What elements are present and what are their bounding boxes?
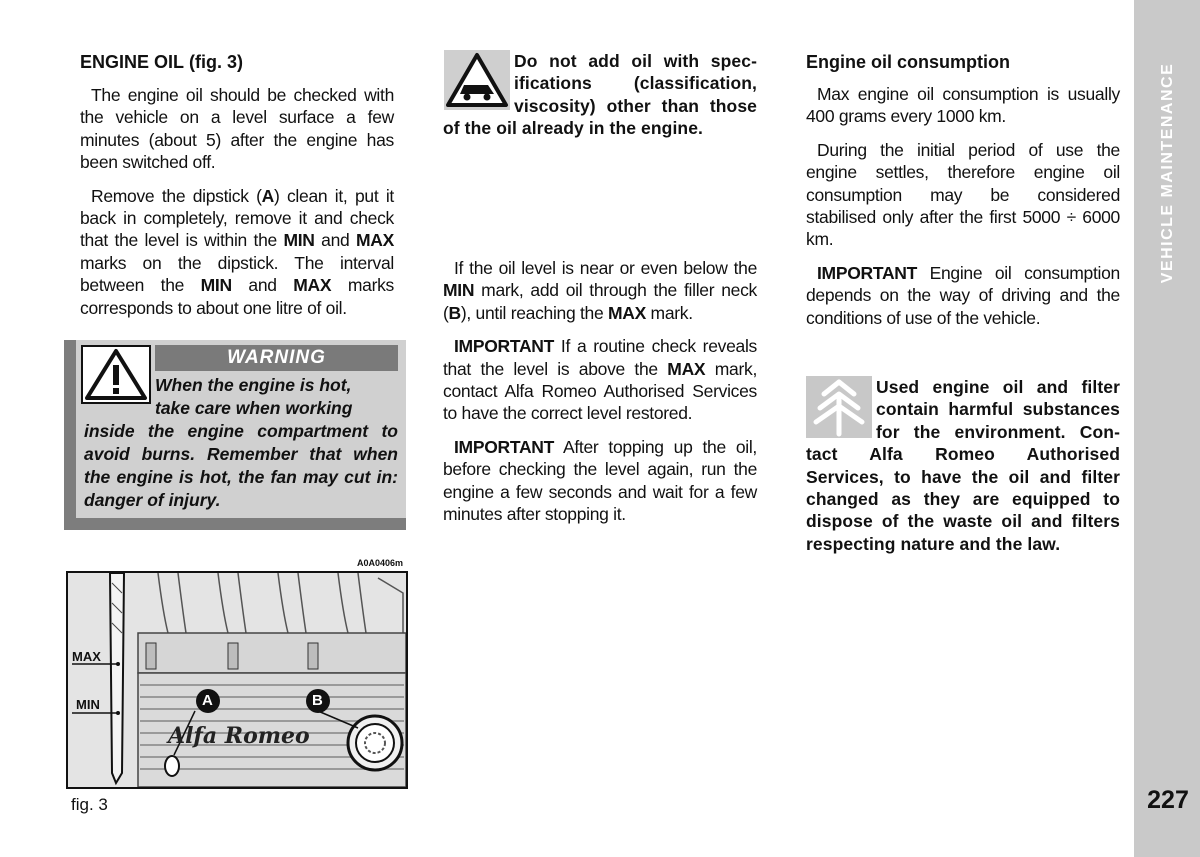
right-column [806, 50, 1120, 329]
engine-illustration [68, 573, 406, 787]
paragraph-important-consumption: IMPORTANT Engine oil consumption depends on the way of driving and the conditions of use of the vehicle. [806, 262, 1120, 328]
engine-figure [66, 571, 408, 789]
heading-oil-consumption: Engine oil consumption [806, 52, 1010, 72]
paragraph-max-consumption: Max engine oil consumption is usually 400 grams every 1000 km. [806, 84, 1120, 127]
page-number: 227 [1147, 786, 1189, 814]
eco-text: Used engine oil and filter contain harmful substances for the environment. Con- tact Alfa Romeo Authorised Services, to have the oil and filter changed as they are equipped to dispose of the waste oil and filters respecting nature and the law. [806, 377, 1120, 554]
caution-text: Do not add oil with spec- ifications (classification, viscosity) other than those of the oil already in the engine. [443, 51, 757, 139]
label-min: MIN [76, 697, 100, 712]
label-max: MAX [72, 649, 101, 664]
figure-code: A0A0406m [357, 558, 404, 568]
side-tab-label: VEHICLE MAINTENANCE [1159, 62, 1176, 283]
center-column [443, 257, 757, 525]
paragraph-important-routine: IMPORTANT If a routine check reveals that the level is above the MAX mark, contact Alfa Romeo Authorised Services to have the correct level restored. [443, 336, 758, 424]
paragraph-check-oil: The engine oil should be checked with the vehicle on a level surface a few minutes (about 5) after the engine has been switched off. [80, 85, 394, 173]
label-a: A [202, 692, 213, 709]
paragraph-add-oil: If the oil level is near or even below the MIN mark, add oil through the filler neck (B), until reaching the MAX mark. [443, 258, 757, 323]
figure-caption: fig. 3 [71, 795, 108, 814]
paragraph-initial-period: During the initial period of use the engine settles, therefore engine oil consumption may be considered stabilised only after the first 5000 ÷ 6000 km. [806, 139, 1120, 250]
paragraph-important-topping: IMPORTANT After topping up the oil, before checking the level again, run the engine a few seconds and wait for a few minutes after stopping it. [443, 436, 757, 525]
brand-script: Alfa Romeo [168, 723, 310, 749]
section-heading-engine-oil: ENGINE OIL (fig. 3) [80, 52, 244, 72]
warning-text: When the engine is hot, take care when working inside the engine compartment to avoid burns. Remember that when the engine is hot, the fan may cut in: danger of injury. [84, 375, 398, 510]
warning-title: WARNING [155, 345, 398, 371]
paragraph-dipstick: Remove the dipstick (A) clean it, put it back in completely, remove it and check that the level is within the MIN and MAX marks on the dipstick. The interval between the MIN and MAX marks corresponds to about one litre of oil. [80, 185, 394, 318]
left-column [80, 50, 394, 319]
label-b: B [312, 692, 323, 709]
